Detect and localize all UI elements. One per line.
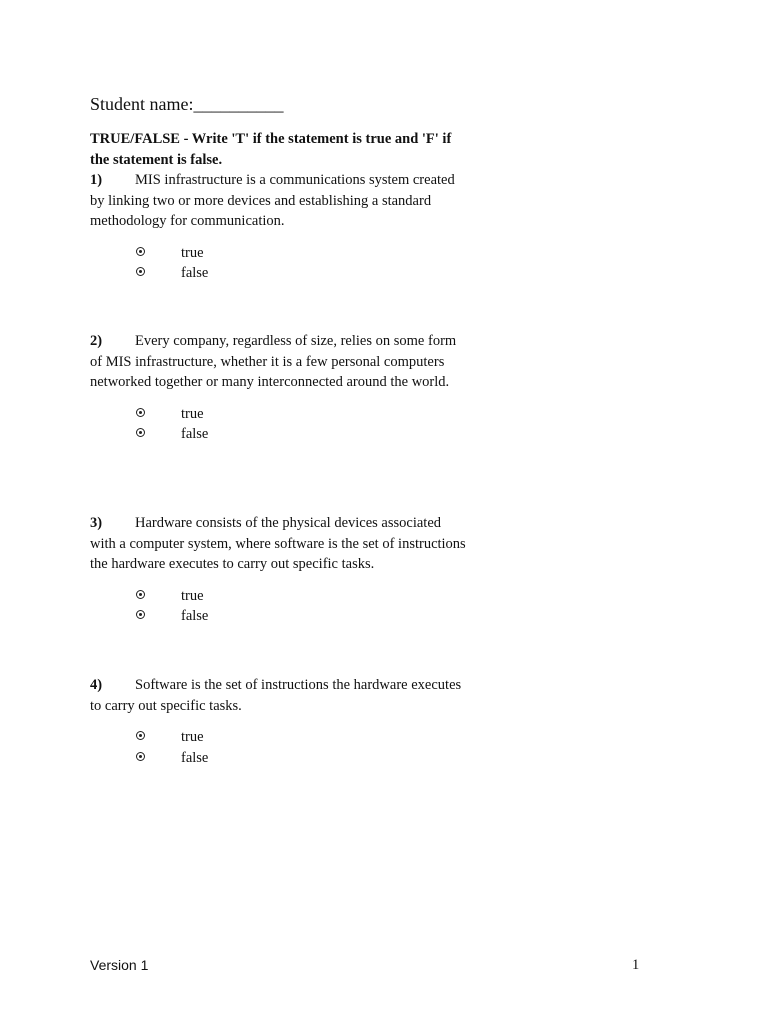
question-1 (90, 170, 470, 284)
radio-button-icon[interactable] (136, 590, 145, 599)
question-text (90, 331, 470, 393)
answer-options (90, 404, 470, 445)
radio-button-icon[interactable] (136, 752, 145, 761)
question-statement: Hardware consists of the physical devices associated with a computer system, where software is the set of instructions the hardware executes to carry out specific tasks. (90, 515, 466, 572)
option-true[interactable] (90, 404, 470, 425)
radio-button-icon[interactable] (136, 408, 145, 417)
option-true[interactable] (90, 243, 470, 264)
question-number: 1) (90, 172, 103, 188)
radio-button-icon[interactable] (136, 247, 145, 256)
footer-page-number: 1 (632, 957, 640, 973)
question-2 (90, 331, 470, 445)
answer-options (90, 243, 470, 284)
option-label: false (181, 426, 209, 442)
option-label: true (181, 405, 204, 422)
option-true[interactable] (90, 727, 470, 748)
option-label: true (181, 587, 204, 604)
footer-version: Version 1 (90, 957, 149, 973)
option-label: true (181, 729, 204, 745)
student-name-line: Student name:__________ (90, 94, 284, 114)
option-label: true (181, 244, 204, 261)
answer-options (90, 586, 470, 627)
question-text (90, 170, 470, 232)
option-false[interactable] (90, 424, 470, 445)
question-number: 3) (90, 515, 103, 531)
option-false[interactable] (90, 606, 470, 627)
option-false[interactable] (90, 263, 470, 284)
question-3 (90, 513, 470, 627)
instructions-text: TRUE/FALSE - Write 'T' if the statement is true and 'F' if the statement is false. (90, 131, 452, 168)
option-false[interactable] (90, 748, 470, 769)
option-label: false (181, 265, 209, 281)
question-text (90, 513, 470, 575)
radio-button-icon[interactable] (136, 428, 145, 437)
answer-options (90, 727, 470, 768)
question-statement: Every company, regardless of size, relies on some form of MIS infrastructure, whether it is a few personal computers networked together or many interconnected around the world. (90, 333, 457, 390)
question-statement: Software is the set of instructions the hardware executes to carry out specific tasks. (90, 677, 462, 714)
question-number: 4) (90, 677, 103, 693)
option-label: false (181, 749, 209, 766)
option-true[interactable] (90, 586, 470, 607)
question-4 (90, 675, 470, 768)
question-statement: MIS infrastructure is a communications system created by linking two or more devices and establishing a standard methodology for communication. (90, 172, 455, 229)
question-text (90, 675, 470, 716)
question-number: 2) (90, 333, 103, 349)
radio-button-icon[interactable] (136, 267, 145, 276)
radio-button-icon[interactable] (136, 731, 145, 740)
option-label: false (181, 608, 209, 624)
radio-button-icon[interactable] (136, 610, 145, 619)
